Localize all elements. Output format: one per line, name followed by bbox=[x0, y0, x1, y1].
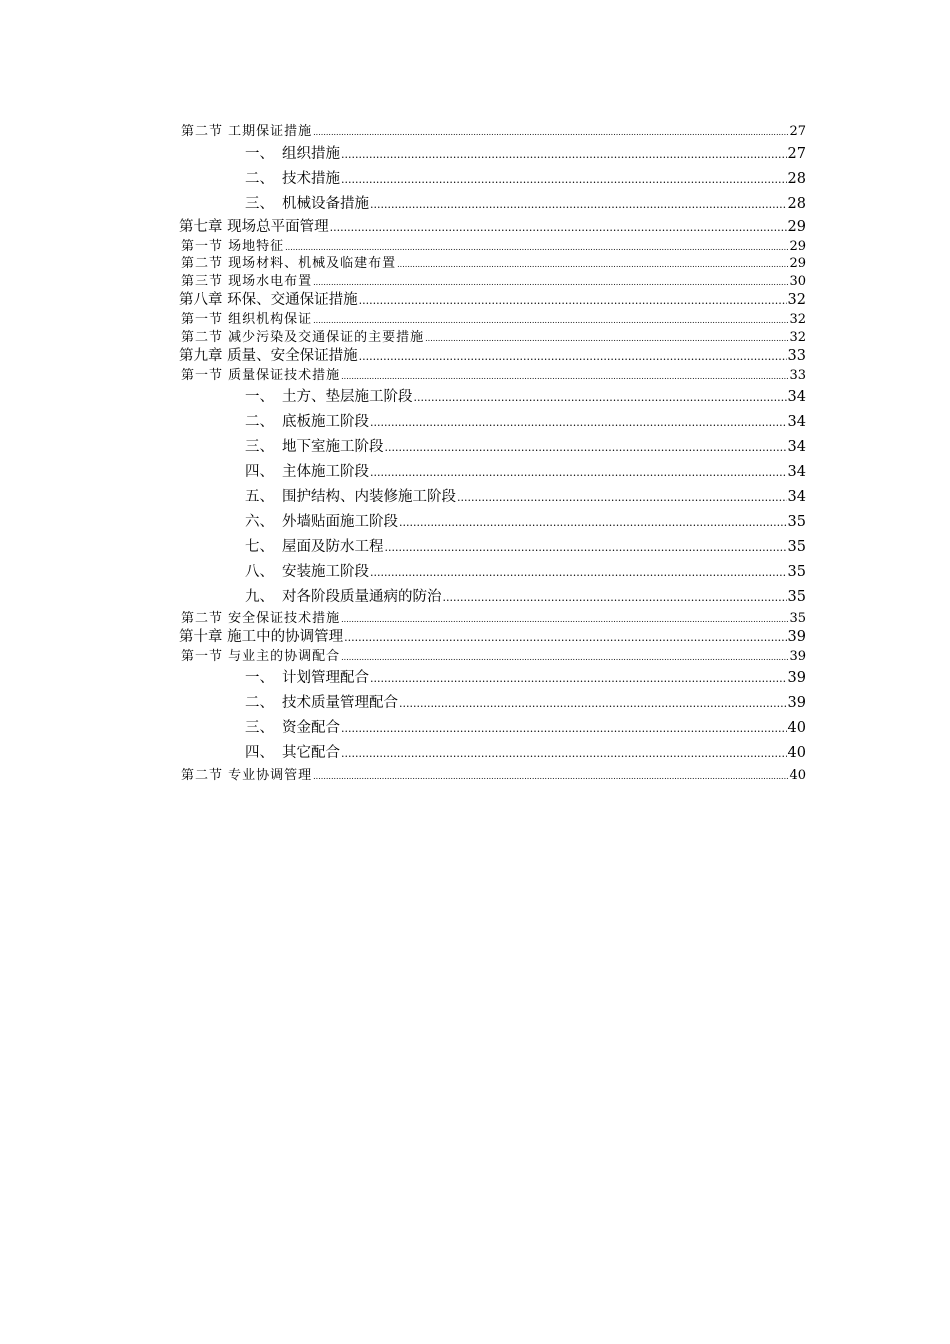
toc-page-number: 40 bbox=[787, 719, 806, 736]
toc-entry-number: 一、 bbox=[245, 669, 274, 686]
toc-entry-label: 围护结构、内装修施工阶段 bbox=[281, 488, 456, 505]
toc-entry-title bbox=[245, 741, 340, 766]
dot-leader bbox=[384, 435, 786, 460]
dot-leader bbox=[285, 239, 788, 257]
toc-entry-label: 对各阶段质量通病的防治 bbox=[281, 588, 442, 605]
toc-page-number: 34 bbox=[787, 463, 806, 480]
dot-leader bbox=[457, 485, 787, 510]
dot-leader bbox=[341, 649, 788, 667]
toc-entry-label: 主体施工阶段 bbox=[281, 463, 369, 480]
toc-page-number: 29 bbox=[787, 218, 806, 235]
toc-entry-title: 第十章 施工中的协调管理 bbox=[179, 629, 344, 645]
toc-page-number: 28 bbox=[787, 195, 806, 212]
toc-entry-section[interactable] bbox=[179, 766, 806, 786]
toc-page-number: 32 bbox=[789, 329, 806, 345]
toc-entry-title: 第一节 场地特征 bbox=[181, 238, 285, 254]
toc-entry-title bbox=[245, 510, 398, 535]
dot-leader bbox=[370, 560, 787, 585]
toc-entry-number: 七、 bbox=[245, 538, 274, 555]
toc-entry-number: 二、 bbox=[245, 413, 274, 430]
toc-entry-title bbox=[245, 666, 369, 691]
toc-entry-title bbox=[245, 560, 369, 585]
dot-leader bbox=[370, 410, 787, 435]
toc-entry-title: 第一节 组织机构保证 bbox=[181, 312, 313, 327]
toc-entry-title: 第二节 专业协调管理 bbox=[181, 767, 313, 783]
toc-entry-section[interactable] bbox=[179, 255, 806, 273]
toc-entry-label: 屋面及防水工程 bbox=[281, 538, 384, 555]
dot-leader bbox=[413, 385, 786, 410]
toc-entry-title: 第一节 与业主的协调配合 bbox=[181, 649, 341, 664]
toc-entry-item[interactable] bbox=[179, 741, 806, 766]
toc-entry-item[interactable] bbox=[179, 435, 806, 460]
dot-leader bbox=[341, 716, 787, 741]
toc-entry-title bbox=[245, 192, 369, 217]
toc-entry-number: 九、 bbox=[245, 588, 274, 605]
toc-entry-section[interactable] bbox=[179, 122, 806, 142]
toc-entry-label: 安装施工阶段 bbox=[281, 563, 369, 580]
toc-entry-item[interactable] bbox=[179, 510, 806, 535]
toc-entry-label: 技术质量管理配合 bbox=[281, 694, 398, 711]
toc-entry-number: 二、 bbox=[245, 170, 274, 187]
toc-entry-chapter[interactable] bbox=[179, 346, 806, 367]
dot-leader bbox=[341, 741, 787, 766]
toc-page-number: 29 bbox=[789, 256, 806, 271]
toc-page-number: 39 bbox=[787, 669, 806, 686]
dot-leader bbox=[341, 167, 787, 192]
toc-entry-number: 一、 bbox=[245, 145, 274, 162]
toc-entry-title bbox=[245, 435, 383, 460]
toc-entry-section[interactable] bbox=[179, 273, 806, 291]
dot-leader bbox=[384, 535, 786, 560]
toc-page-number: 39 bbox=[787, 694, 806, 711]
dot-leader bbox=[313, 312, 788, 330]
toc-entry-title: 第二节 工期保证措施 bbox=[181, 124, 313, 139]
toc-page-number: 39 bbox=[787, 629, 806, 645]
toc-entry-section[interactable] bbox=[179, 329, 806, 347]
dot-leader bbox=[359, 346, 787, 367]
toc-entry-label: 资金配合 bbox=[281, 719, 340, 736]
toc-entry-item[interactable] bbox=[179, 167, 806, 192]
toc-page-number: 34 bbox=[787, 488, 806, 505]
dot-leader bbox=[341, 368, 788, 386]
toc-page-number: 28 bbox=[787, 170, 806, 187]
toc-page-number: 39 bbox=[789, 649, 806, 664]
toc-page-number: 40 bbox=[789, 767, 806, 783]
toc-entry-title bbox=[245, 485, 456, 510]
toc-page-number: 32 bbox=[789, 312, 806, 327]
toc-page-number: 32 bbox=[787, 292, 806, 308]
dot-leader bbox=[370, 192, 787, 217]
toc-entry-section[interactable] bbox=[179, 311, 806, 329]
toc-page-number: 40 bbox=[787, 744, 806, 761]
toc-entry-chapter[interactable] bbox=[179, 217, 806, 238]
toc-entry-section[interactable] bbox=[179, 648, 806, 666]
toc-entry-item[interactable] bbox=[179, 535, 806, 560]
toc-page-number: 27 bbox=[789, 124, 806, 139]
toc-entry-label: 其它配合 bbox=[281, 744, 340, 761]
dot-leader bbox=[399, 691, 787, 716]
toc-page-number: 30 bbox=[789, 273, 806, 289]
toc-entry-label: 外墙贴面施工阶段 bbox=[281, 513, 398, 530]
table-of-contents bbox=[179, 122, 806, 785]
toc-entry-item[interactable] bbox=[179, 666, 806, 691]
toc-entry-label: 机械设备措施 bbox=[281, 195, 369, 212]
toc-entry-title bbox=[245, 460, 369, 485]
toc-entry-item[interactable] bbox=[179, 691, 806, 716]
toc-entry-title bbox=[245, 167, 340, 192]
toc-entry-number: 四、 bbox=[245, 744, 274, 761]
toc-entry-section[interactable] bbox=[179, 610, 806, 628]
toc-entry-number: 三、 bbox=[245, 719, 274, 736]
toc-entry-number: 二、 bbox=[245, 694, 274, 711]
dot-leader bbox=[341, 142, 787, 167]
toc-entry-section[interactable] bbox=[179, 238, 806, 256]
toc-page-number: 35 bbox=[787, 563, 806, 580]
toc-entry-label: 底板施工阶段 bbox=[281, 413, 369, 430]
toc-page-number: 35 bbox=[789, 610, 806, 626]
dot-leader bbox=[370, 666, 787, 691]
toc-entry-label: 地下室施工阶段 bbox=[281, 438, 384, 455]
toc-entry-title bbox=[245, 585, 441, 610]
toc-entry-title: 第八章 环保、交通保证措施 bbox=[179, 292, 358, 308]
toc-entry-item[interactable] bbox=[179, 585, 806, 610]
dot-leader bbox=[344, 627, 786, 648]
dot-leader bbox=[313, 123, 788, 143]
toc-page-number: 27 bbox=[787, 145, 806, 162]
toc-page-number: 35 bbox=[787, 513, 806, 530]
toc-entry-item[interactable] bbox=[179, 460, 806, 485]
toc-entry-title: 第七章 现场总平面管理 bbox=[179, 218, 329, 235]
dot-leader bbox=[442, 585, 786, 610]
toc-entry-item[interactable] bbox=[179, 385, 806, 410]
toc-page-number: 35 bbox=[787, 588, 806, 605]
toc-entry-title: 第三节 现场水电布置 bbox=[181, 273, 313, 289]
toc-entry-item[interactable] bbox=[179, 560, 806, 585]
toc-entry-title bbox=[245, 691, 398, 716]
toc-entry-label: 组织措施 bbox=[281, 145, 340, 162]
toc-entry-number: 四、 bbox=[245, 463, 274, 480]
toc-entry-number: 三、 bbox=[245, 195, 274, 212]
toc-entry-item[interactable] bbox=[179, 485, 806, 510]
dot-leader bbox=[330, 217, 787, 238]
toc-entry-item[interactable] bbox=[179, 410, 806, 435]
toc-entry-title bbox=[245, 142, 340, 167]
toc-page-number: 34 bbox=[787, 413, 806, 430]
toc-entry-title bbox=[245, 385, 412, 410]
toc-entry-item[interactable] bbox=[179, 142, 806, 167]
dot-leader bbox=[313, 274, 788, 292]
toc-entry-title: 第二节 现场材料、机械及临建布置 bbox=[181, 256, 397, 271]
toc-page-number: 35 bbox=[787, 538, 806, 555]
toc-entry-item[interactable] bbox=[179, 716, 806, 741]
toc-page-number: 33 bbox=[787, 348, 806, 364]
toc-entry-number: 五、 bbox=[245, 488, 274, 505]
toc-entry-number: 三、 bbox=[245, 438, 274, 455]
dot-leader bbox=[425, 330, 788, 348]
dot-leader bbox=[397, 256, 788, 274]
toc-entry-title: 第二节 减少污染及交通保证的主要措施 bbox=[181, 329, 425, 345]
toc-entry-title bbox=[245, 716, 340, 741]
toc-entry-title: 第一节 质量保证技术措施 bbox=[181, 368, 341, 383]
toc-entry-label: 土方、垫层施工阶段 bbox=[281, 388, 413, 405]
toc-entry-label: 技术措施 bbox=[281, 170, 340, 187]
toc-entry-chapter[interactable] bbox=[179, 627, 806, 648]
dot-leader bbox=[370, 460, 787, 485]
dot-leader bbox=[399, 510, 787, 535]
toc-entry-number: 一、 bbox=[245, 388, 274, 405]
toc-page-number: 34 bbox=[787, 438, 806, 455]
toc-entry-section[interactable] bbox=[179, 367, 806, 385]
toc-entry-title bbox=[245, 535, 383, 560]
toc-entry-label: 计划管理配合 bbox=[281, 669, 369, 686]
toc-entry-item[interactable] bbox=[179, 192, 806, 217]
toc-page-number: 34 bbox=[787, 388, 806, 405]
toc-entry-title: 第九章 质量、安全保证措施 bbox=[179, 348, 358, 364]
toc-entry-number: 六、 bbox=[245, 513, 274, 530]
toc-entry-chapter[interactable] bbox=[179, 290, 806, 311]
dot-leader bbox=[359, 290, 787, 311]
toc-entry-title: 第二节 安全保证技术措施 bbox=[181, 610, 341, 626]
toc-entry-title bbox=[245, 410, 369, 435]
toc-page-number: 33 bbox=[789, 368, 806, 383]
toc-entry-number: 八、 bbox=[245, 563, 274, 580]
toc-page-number: 29 bbox=[789, 238, 806, 254]
dot-leader bbox=[341, 611, 788, 629]
dot-leader bbox=[313, 767, 788, 787]
